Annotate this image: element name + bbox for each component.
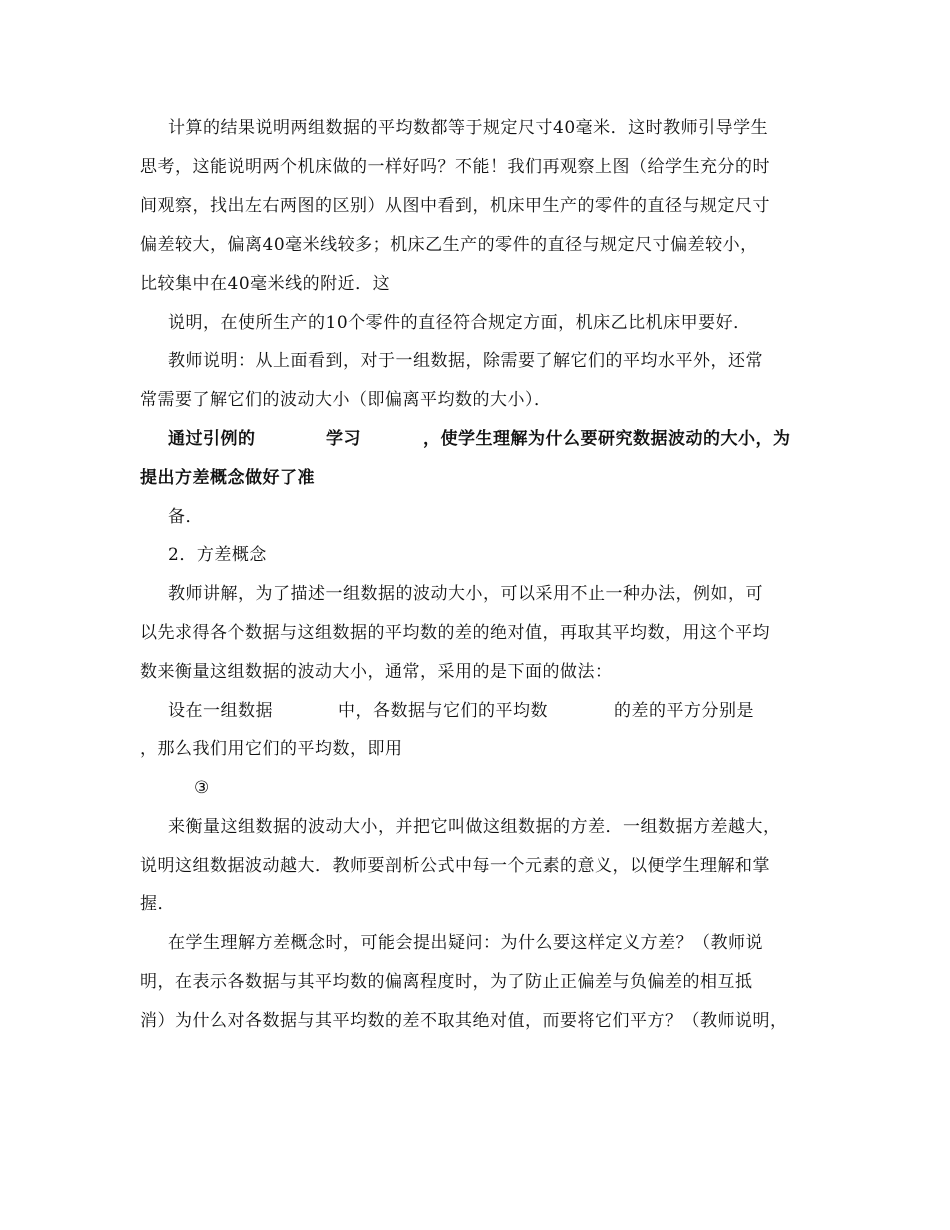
paragraph-line: 备． (168, 507, 203, 527)
text-segment: 设在一组数据 (168, 701, 273, 721)
paragraph-line: 说明这组数据波动越大．教师要剖析公式中每一个元素的意义，以便学生理解和掌 (140, 856, 770, 876)
paragraph-line: ，那么我们用它们的平均数，即用 (140, 739, 403, 759)
section-heading: 2．方差概念 (168, 545, 267, 565)
paragraph-line: 教师讲解，为了描述一组数据的波动大小，可以采用不止一种办法，例如，可 (168, 584, 763, 604)
bold-segment: ，使学生理解为什么要研究数据波动的大小，为 (423, 429, 791, 449)
bold-segment: 学习 (326, 429, 361, 449)
text-segment: 中，各数据与它们的平均数 (338, 701, 548, 721)
bold-line: 提出方差概念做好了准 (140, 468, 315, 488)
paragraph-line: 常需要了解它们的波动大小（即偏离平均数的大小）． (140, 390, 552, 410)
paragraph-line: 思考，这能说明两个机床做的一样好吗？不能！我们再观察上图（给学生充分的时 (140, 157, 770, 177)
paragraph-line: 比较集中在40毫米线的附近．这 (140, 274, 391, 294)
formula-number: ③ (194, 778, 210, 798)
paragraph-line: 数来衡量这组数据的波动大小，通常，采用的是下面的做法： (140, 662, 613, 682)
paragraph-line: 明，在表示各数据与其平均数的偏离程度时，为了防止正偏差与负偏差的相互抵 (140, 972, 753, 992)
paragraph-line: 偏差较大，偏离40毫米线较多；机床乙生产的零件的直径与规定尺寸偏差较小， (140, 235, 758, 255)
paragraph-line: 消）为什么对各数据与其平均数的差不取其绝对值，而要将它们平方？（教师说明， (140, 1011, 788, 1031)
paragraph-line: 以先求得各个数据与这组数据的平均数的差的绝对值，再取其平均数，用这个平均 (140, 623, 770, 643)
paragraph-line: 来衡量这组数据的波动大小，并把它叫做这组数据的方差．一组数据方差越大， (168, 817, 781, 837)
paragraph-line: 说明，在使所生产的10个零件的直径符合规定方面，机床乙比机床甲要好． (168, 313, 751, 333)
bold-segment: 通过引例的 (168, 429, 256, 449)
paragraph-line: 教师说明：从上面看到，对于一组数据，除需要了解它们的平均水平外，还常 (168, 351, 763, 371)
text-segment: 的差的平方分别是 (614, 701, 754, 721)
paragraph-line: 在学生理解方差概念时，可能会提出疑问：为什么要这样定义方差？（教师说 (168, 933, 763, 953)
paragraph-line: 握． (140, 894, 175, 914)
paragraph-line: 间观察，找出左右两图的区别）从图中看到，机床甲生产的零件的直径与规定尺寸 (140, 196, 770, 216)
paragraph-line: 计算的结果说明两组数据的平均数都等于规定尺寸40毫米．这时教师引导学生 (168, 118, 769, 138)
